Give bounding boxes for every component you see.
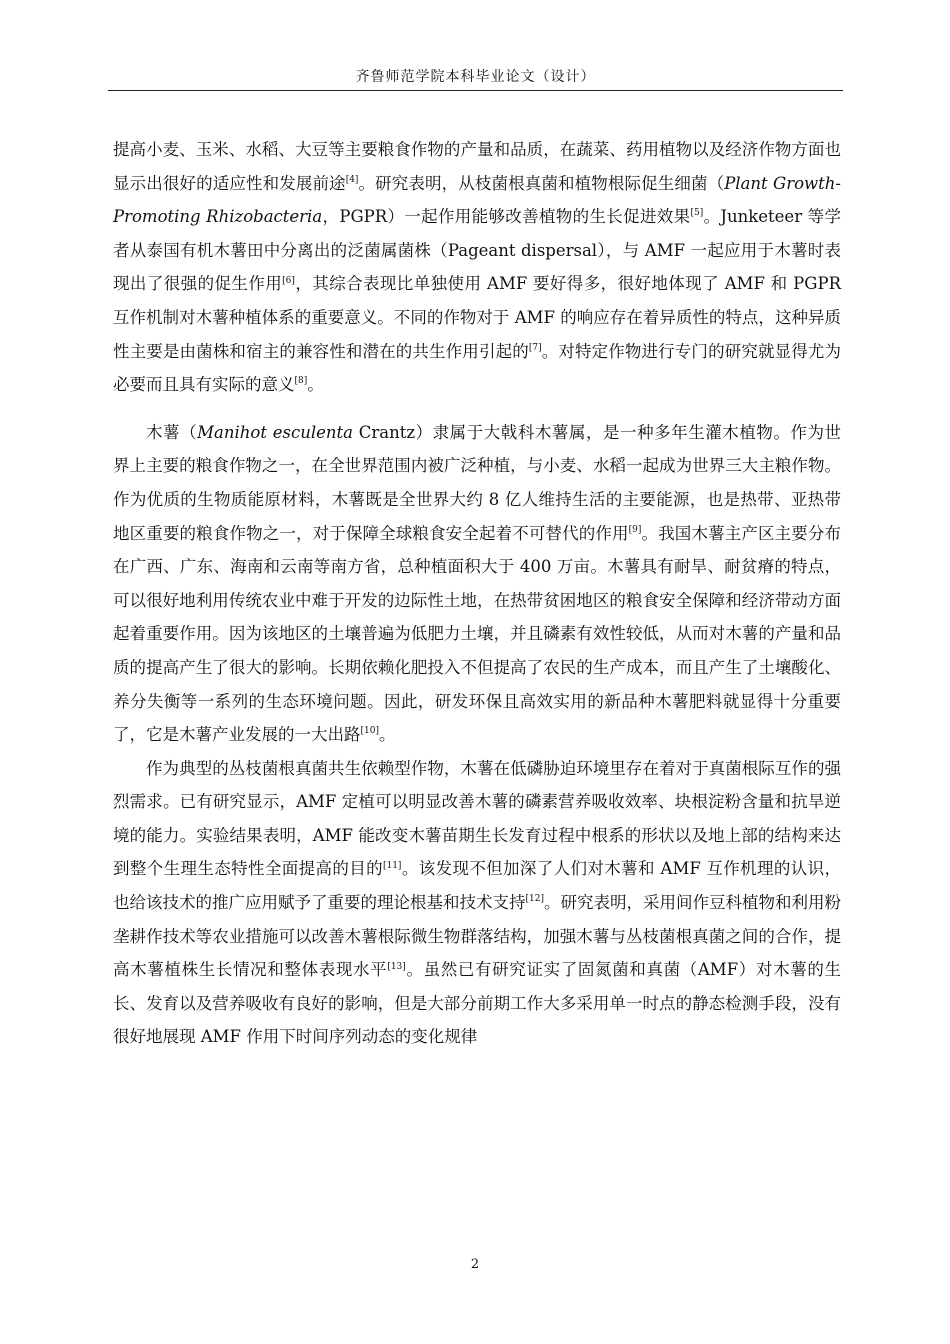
citation-ref: [13]	[387, 961, 406, 972]
citation-ref: [8]	[294, 376, 308, 387]
text-run: Crantz）隶属于大戟科木薯属，是一种多年生灌木植物。作为世界上主要的粮食作物之一，在全世界范围内被广泛种植，与小麦、水稻一起成为世界三大主粮作物。作为优质的生物质能原材料，木薯既是全世界大约 8 亿人维持生活的主要能源，也是热带、亚热带地区重要的粮食作物之一，对于保障全球粮食安全起着不可替代的作用	[113, 422, 842, 543]
page-number: 2	[470, 1257, 480, 1272]
header-title: 齐鲁师范学院本科毕业论文（设计）	[355, 69, 596, 85]
text-run: ，PGPR）一起作用能够改善植物的生长促进效果	[322, 207, 691, 227]
text-run: 提高小麦、玉米、水稻、大豆等主要粮食作物的产量和品质，在蔬菜、药用植物以及经济作物方面也显示出很好的适应性和发展前途	[113, 140, 841, 193]
text-run: 。	[307, 375, 324, 395]
paragraph-1	[113, 133, 841, 402]
citation-ref: [11]	[382, 860, 402, 871]
paragraph-3	[113, 752, 841, 1054]
citation-ref: [6]	[282, 275, 295, 286]
text-run: 。对特定作物进行专门的研究就显得尤为必要而且具有实际的意义	[113, 341, 842, 395]
text-run: 。研究表明，从枝菌根真菌和植物根际促生细菌（	[358, 173, 725, 193]
text-run: ，其综合表现比单独使用 AMF 要好得多，很好地体现了 AMF 和 PGPR 互作机制对木薯种植体系的重要意义。不同的作物对于 AMF 的响应存在着异质性的特点，这种异质性主要是由菌株和宿主的兼容性和潜在的共生作用引起的	[113, 274, 841, 361]
text-run: 木薯（	[146, 422, 198, 442]
italic-term: Plant Growth-Promoting Rhizobacteria	[113, 173, 841, 227]
citation-ref: [12]	[525, 894, 544, 905]
citation-ref: [9]	[628, 524, 642, 535]
text-run: 。研究表明，采用间作豆科植物和利用粉垄耕作技术等农业措施可以改善木薯根际微生物群落结构，加强木薯与丛枝菌根真菌之间的合作，提高木薯植株生长情况和整体表现水平	[113, 893, 842, 980]
text-run: 。	[378, 725, 396, 745]
citation-ref: [5]	[690, 208, 704, 219]
text-run: 作为典型的丛枝菌根真菌共生依赖型作物，木薯在低磷胁迫环境里存在着对于真菌根际互作的强烈需求。已有研究显示，AMF 定植可以明显改善木薯的磷素营养吸收效率、块根淀粉含量和抗旱逆境的能力。实验结果表明，AMF 能改变木薯苗期生长发育过程中根系的形状以及地上部的结构来达到整个生理生态特性全面提高的目的	[113, 758, 841, 879]
body-text	[113, 133, 841, 1054]
citation-ref: [10]	[360, 726, 379, 737]
page-header	[108, 64, 843, 91]
italic-term: Manihot esculenta	[197, 422, 353, 442]
citation-ref: [7]	[528, 342, 542, 353]
citation-ref: [4]	[345, 174, 359, 185]
text-run: 。我国木薯主产区主要分布在广西、广东、海南和云南等南方省，总种植面积大于 400 万亩。木薯具有耐旱、耐贫瘠的特点，可以很好地利用传统农业中难于开发的边际性土地，在热带贫困地区的粮食安全保障和经济带动方面起着重要作用。因为该地区的土壤普遍为低肥力土壤，并且磷素有效性较低，从而对木薯的产量和品质的提高产生了很大的影响。长期依赖化肥投入不但提高了农民的生产成本，而且产生了土壤酸化、养分失衡等一系列的生态环境问题。因此，研发环保且高效实用的新品种木薯肥料就显得十分重要了，它是木薯产业发展的一大出路	[113, 523, 842, 745]
text-run: 。虽然已有研究证实了固氮菌和真菌（AMF）对木薯的生长、发育以及营养吸收有良好的影响，但是大部分前期工作大多采用单一时点的静态检测手段，没有很好地展现 AMF 作用下时间序列动态的变化规律	[113, 960, 842, 1047]
text-run: 。Junketeer 等学者从泰国有机木薯田中分离出的泛菌属菌株（Pageant dispersal），与 AMF 一起应用于木薯时表现出了很强的促生作用	[113, 207, 841, 294]
text-run: 。该发现不但加深了人们对木薯和 AMF 互作机理的认识，也给该技术的推广应用赋予了重要的理论根基和技术支持	[113, 859, 842, 913]
paragraph-2	[113, 416, 841, 752]
